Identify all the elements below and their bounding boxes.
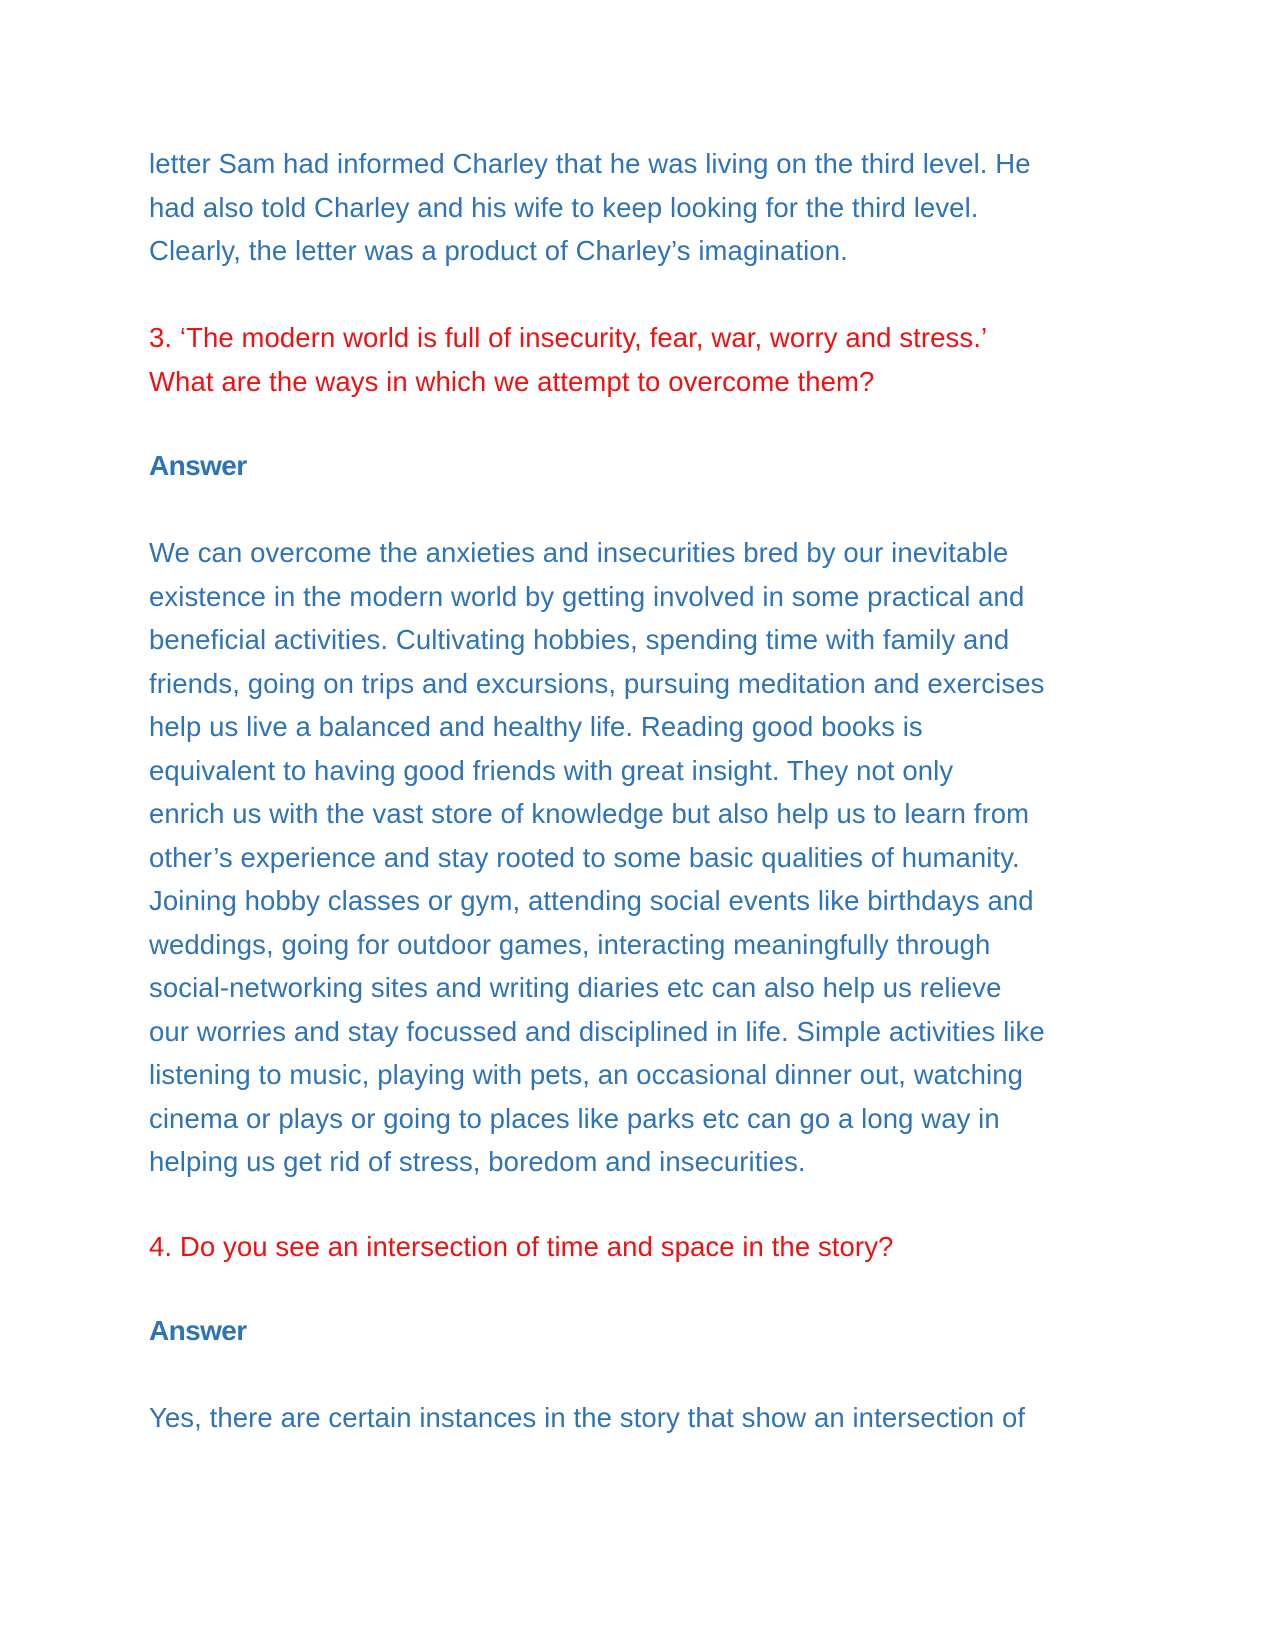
text-line: We can overcome the anxieties and insecurities bred by our inevitable	[149, 537, 1009, 568]
text-line: helping us get rid of stress, boredom and insecurities.	[149, 1146, 806, 1177]
text-line: enrich us with the vast store of knowledge but also help us to learn from	[149, 798, 1030, 829]
text-line: listening to music, playing with pets, an occasional dinner out, watching	[149, 1059, 1024, 1090]
text-line: help us live a balanced and healthy life. Reading good books is	[149, 711, 923, 742]
text-line: letter Sam had informed Charley that he was living on the third level. He	[149, 148, 1031, 179]
text-line: Clearly, the letter was a product of Charley’s imagination.	[149, 235, 848, 266]
text-line: friends, going on trips and excursions, pursuing meditation and exercises	[149, 667, 1045, 699]
text-line: Yes, there are certain instances in the story that show an intersection of	[149, 1402, 1026, 1433]
question-line: What are the ways in which we attempt to overcome them?	[149, 365, 875, 397]
answer-heading: Answer	[149, 450, 247, 481]
answer-4-paragraph	[149, 1396, 1139, 1440]
text-line: our worries and stay focussed and disciplined in life. Simple activities like	[149, 1015, 1045, 1047]
answer-3-paragraph	[149, 531, 1139, 1184]
text-line: cinema or plays or going to places like parks etc can go a long way in	[149, 1102, 1000, 1134]
question-line: 3. ‘The modern world is full of insecurity, fear, war, worry and stress.’	[149, 322, 988, 353]
text-line: had also told Charley and his wife to keep looking for the third level.	[149, 191, 979, 223]
intro-paragraph	[149, 142, 1139, 273]
text-line: beneficial activities. Cultivating hobbies, spending time with family and	[149, 624, 1010, 655]
text-line: weddings, going for outdoor games, interacting meaningfully through	[149, 928, 991, 960]
text-line: equivalent to having good friends with great insight. They not only	[149, 754, 954, 786]
text-line: existence in the modern world by getting involved in some practical and	[149, 580, 1025, 612]
text-line: Joining hobby classes or gym, attending social events like birthdays and	[149, 885, 1034, 916]
document-page	[149, 142, 1139, 1440]
question-4	[149, 1225, 1139, 1269]
question-line: 4. Do you see an intersection of time and space in the story?	[149, 1230, 894, 1262]
text-line: other’s experience and stay rooted to some basic qualities of humanity.	[149, 841, 1020, 873]
answer-heading: Answer	[149, 1315, 247, 1346]
question-3	[149, 316, 1139, 403]
text-line: social-networking sites and writing diaries etc can also help us relieve	[149, 972, 1002, 1003]
